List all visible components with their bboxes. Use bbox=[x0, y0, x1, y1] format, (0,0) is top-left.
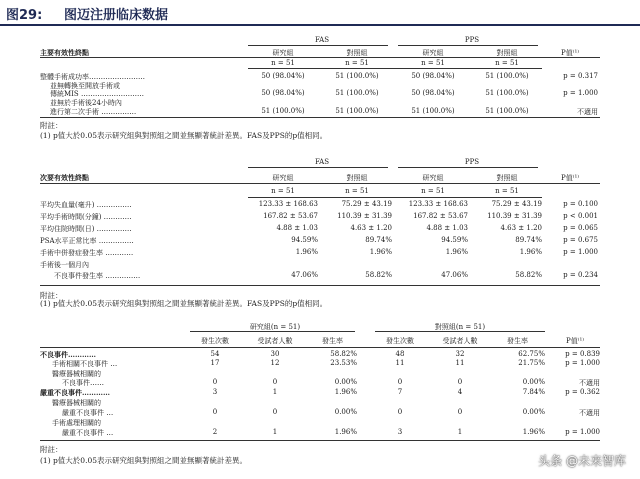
p-value: p = 0.839 bbox=[565, 350, 600, 358]
note-text: (1) p值大於0.05表示研究組與對照組之間並無顯著統計差異。FAS及PPS的p值相同。 bbox=[40, 299, 328, 308]
cell-value: 0.00% bbox=[522, 408, 545, 416]
cell-value: 89.74% bbox=[365, 236, 392, 244]
col-study: 研究組 bbox=[272, 49, 294, 57]
cell-value: 12 bbox=[270, 359, 280, 367]
n-count: n = 51 bbox=[495, 59, 519, 67]
cell-value: 48 bbox=[395, 350, 405, 358]
col-control: 對照組 bbox=[496, 49, 518, 57]
row-label: 傳統MIS ……………………… bbox=[50, 90, 144, 98]
cell-value: 1.96% bbox=[522, 428, 545, 436]
row-label: 整體手術成功率…………………… bbox=[40, 73, 145, 81]
row-label: 手術後一個月內 bbox=[40, 261, 89, 269]
col-events: 發生次數 bbox=[201, 337, 229, 345]
col-subjects: 受試者人數 bbox=[442, 337, 478, 345]
cell-value: 3 bbox=[212, 388, 218, 396]
note-title: 附註： bbox=[40, 291, 63, 300]
cell-value: 11 bbox=[395, 359, 405, 367]
group-fas: FAS bbox=[314, 36, 330, 44]
cell-value: 110.39 ± 31.39 bbox=[337, 212, 392, 220]
cell-value: 51 (100.0%) bbox=[485, 107, 529, 115]
row-label: 醫療器械相關的 bbox=[52, 370, 101, 378]
p-value: 不適用 bbox=[577, 108, 598, 116]
cell-value: 1.96% bbox=[334, 388, 357, 396]
row-label: 平均住院時間(日) …………… bbox=[40, 225, 132, 233]
cell-value: 51 (100.0%) bbox=[335, 89, 379, 97]
row-label: 手術相關不良事件 … bbox=[52, 360, 118, 368]
cell-value: 50 (98.04%) bbox=[261, 72, 305, 80]
cell-value: 47.06% bbox=[291, 271, 318, 279]
cell-value: 0 bbox=[212, 408, 218, 416]
cell-value: 0.00% bbox=[522, 378, 545, 386]
cell-value: 0.00% bbox=[334, 378, 357, 386]
cell-value: 167.82 ± 53.67 bbox=[263, 212, 318, 220]
group-pps: PPS bbox=[464, 36, 480, 44]
cell-value: 7.84% bbox=[522, 388, 545, 396]
cell-value: 4.88 ± 1.03 bbox=[276, 224, 318, 232]
cell-value: 4.88 ± 1.03 bbox=[426, 224, 468, 232]
cell-value: 0.00% bbox=[334, 408, 357, 416]
col-control: 對照組 bbox=[346, 174, 368, 182]
col-study: 研究組 bbox=[422, 49, 444, 57]
p-value: p < 0.001 bbox=[563, 212, 598, 220]
n-count: n = 51 bbox=[271, 187, 295, 195]
col-control: 對照組 bbox=[346, 49, 368, 57]
row-label: 平均失血量(毫升) …………… bbox=[40, 201, 132, 209]
p-value: p = 1.000 bbox=[563, 89, 598, 97]
cell-value: 0 bbox=[397, 378, 403, 386]
p-value: p = 0.317 bbox=[563, 72, 598, 80]
col-events: 發生次數 bbox=[386, 337, 414, 345]
cell-value: 1.96% bbox=[295, 248, 318, 256]
cell-value: 89.74% bbox=[515, 236, 542, 244]
row-label: 手術處理相關的 bbox=[52, 419, 101, 427]
col-study: 研究組 bbox=[272, 174, 294, 182]
cell-value: 1 bbox=[272, 428, 278, 436]
note-text: (1) p值大於0.05表示研究組與對照組之間並無顯著統計差異。FAS及PPS的p值相同。 bbox=[40, 131, 328, 140]
cell-value: 1 bbox=[272, 388, 278, 396]
col-rate: 發生率 bbox=[507, 337, 528, 345]
row-label: 嚴重不良事件 … bbox=[62, 409, 114, 417]
cell-value: 23.53% bbox=[330, 359, 357, 367]
row-label: 嚴重不良事件 … bbox=[62, 429, 114, 437]
cell-value: 110.39 ± 31.39 bbox=[487, 212, 542, 220]
col-p: P值⁽¹⁾ bbox=[561, 49, 579, 57]
p-value: p = 1.000 bbox=[563, 248, 598, 256]
n-count: n = 51 bbox=[271, 59, 295, 67]
cell-value: 1.96% bbox=[334, 428, 357, 436]
figure-title: 图迈注册临床数据 bbox=[64, 8, 169, 23]
cell-value: 7 bbox=[397, 388, 403, 396]
cell-value: 0 bbox=[272, 408, 278, 416]
cell-value: 51 (100.0%) bbox=[335, 72, 379, 80]
cell-value: 30 bbox=[270, 350, 280, 358]
cell-value: 17 bbox=[210, 359, 220, 367]
figure-header bbox=[0, 0, 640, 24]
figure-label: 图29: bbox=[6, 8, 43, 23]
col-rate: 發生率 bbox=[322, 337, 343, 345]
p-value: p = 1.000 bbox=[565, 428, 600, 436]
n-count: n = 51 bbox=[345, 59, 369, 67]
col-p: P值⁽¹⁾ bbox=[561, 174, 579, 182]
cell-value: 167.82 ± 53.67 bbox=[413, 212, 468, 220]
cell-value: 50 (98.04%) bbox=[261, 89, 305, 97]
row-label: 並無轉換至開放手術或 bbox=[50, 82, 120, 90]
cell-value: 94.59% bbox=[441, 236, 468, 244]
cell-value: 50 (98.04%) bbox=[411, 89, 455, 97]
row-label: PSA水平正常比率 …………… bbox=[40, 237, 134, 245]
cell-value: 1.96% bbox=[519, 248, 542, 256]
row-label: 不良事件………… bbox=[40, 350, 96, 359]
cell-value: 75.29 ± 43.19 bbox=[341, 200, 392, 208]
cell-value: 47.06% bbox=[441, 271, 468, 279]
note-title: 附註： bbox=[40, 445, 63, 454]
cell-value: 123.33 ± 168.63 bbox=[258, 200, 318, 208]
cell-value: 58.82% bbox=[330, 350, 357, 358]
n-count: n = 51 bbox=[345, 187, 369, 195]
group-fas: FAS bbox=[314, 158, 330, 166]
cell-value: 32 bbox=[455, 350, 465, 358]
cell-value: 51 (100.0%) bbox=[335, 107, 379, 115]
row-label: 不良事件…… bbox=[62, 379, 104, 387]
cell-value: 58.82% bbox=[515, 271, 542, 279]
cell-value: 75.29 ± 43.19 bbox=[491, 200, 542, 208]
row-header: 次要有效性終點 bbox=[40, 173, 89, 182]
p-value: p = 0.362 bbox=[565, 388, 600, 396]
cell-value: 54 bbox=[210, 350, 220, 358]
cell-value: 1 bbox=[457, 428, 463, 436]
col-p: P值⁽¹⁾ bbox=[566, 337, 584, 345]
row-label: 嚴重不良事件………… bbox=[40, 388, 110, 397]
cell-value: 3 bbox=[397, 428, 403, 436]
col-study: 研究組 bbox=[422, 174, 444, 182]
n-count: n = 51 bbox=[421, 59, 445, 67]
cell-value: 2 bbox=[212, 428, 218, 436]
cell-value: 0 bbox=[272, 378, 278, 386]
adverse-events-table bbox=[40, 320, 600, 445]
cell-value: 62.75% bbox=[518, 350, 545, 358]
cell-value: 50 (98.04%) bbox=[411, 72, 455, 80]
cell-value: 0 bbox=[457, 408, 463, 416]
p-value: p = 0.675 bbox=[563, 236, 598, 244]
cell-value: 1.96% bbox=[445, 248, 468, 256]
note-title: 附註： bbox=[40, 121, 63, 130]
n-count: n = 51 bbox=[495, 187, 519, 195]
cell-value: 0 bbox=[397, 408, 403, 416]
cell-value: 51 (100.0%) bbox=[485, 89, 529, 97]
group-study: 研究組(n = 51) bbox=[249, 323, 301, 331]
cell-value: 4.63 ± 1.20 bbox=[350, 224, 392, 232]
p-value: p = 1.000 bbox=[565, 359, 600, 367]
group-pps: PPS bbox=[464, 158, 480, 166]
cell-value: 1.96% bbox=[369, 248, 392, 256]
cell-value: 4.63 ± 1.20 bbox=[500, 224, 542, 232]
secondary-endpoints-table bbox=[40, 154, 600, 289]
p-value: 不適用 bbox=[579, 409, 600, 417]
cell-value: 123.33 ± 168.63 bbox=[408, 200, 468, 208]
row-label: 手術中併發症發生率 ………… bbox=[40, 249, 134, 257]
cell-value: 51 (100.0%) bbox=[485, 72, 529, 80]
primary-endpoints-table bbox=[40, 30, 600, 140]
figure-rule bbox=[0, 24, 640, 26]
group-control: 對照組(n = 51) bbox=[434, 323, 486, 331]
note-text: (1) p值大於0.05表示研究組與對照組之間並無顯著統計差異。 bbox=[40, 456, 248, 465]
cell-value: 51 (100.0%) bbox=[411, 107, 455, 115]
row-label: 平均手術時間(分鐘) ………… bbox=[40, 213, 132, 221]
p-value: 不適用 bbox=[579, 379, 600, 387]
p-value: p = 0.234 bbox=[563, 271, 598, 279]
row-label: 並無於手術後24小時內 bbox=[50, 99, 122, 107]
n-count: n = 51 bbox=[421, 187, 445, 195]
cell-value: 4 bbox=[457, 388, 463, 396]
cell-value: 51 (100.0%) bbox=[261, 107, 305, 115]
cell-value: 0 bbox=[212, 378, 218, 386]
cell-value: 58.82% bbox=[365, 271, 392, 279]
watermark: 头条 @未来智库 bbox=[538, 454, 626, 468]
cell-value: 94.59% bbox=[291, 236, 318, 244]
cell-value: 21.75% bbox=[518, 359, 545, 367]
col-subjects: 受試者人數 bbox=[257, 337, 293, 345]
row-label: 不良事件發生率 …………… bbox=[54, 272, 141, 280]
col-control: 對照組 bbox=[496, 174, 518, 182]
p-value: p = 0.065 bbox=[563, 224, 598, 232]
row-label: 醫療器械相關的 bbox=[52, 399, 101, 407]
row-header: 主要有效性終點 bbox=[40, 48, 89, 57]
row-label: 進行第二次手術 …………… bbox=[50, 108, 137, 116]
cell-value: 11 bbox=[455, 359, 465, 367]
p-value: p = 0.100 bbox=[563, 200, 598, 208]
cell-value: 0 bbox=[457, 378, 463, 386]
